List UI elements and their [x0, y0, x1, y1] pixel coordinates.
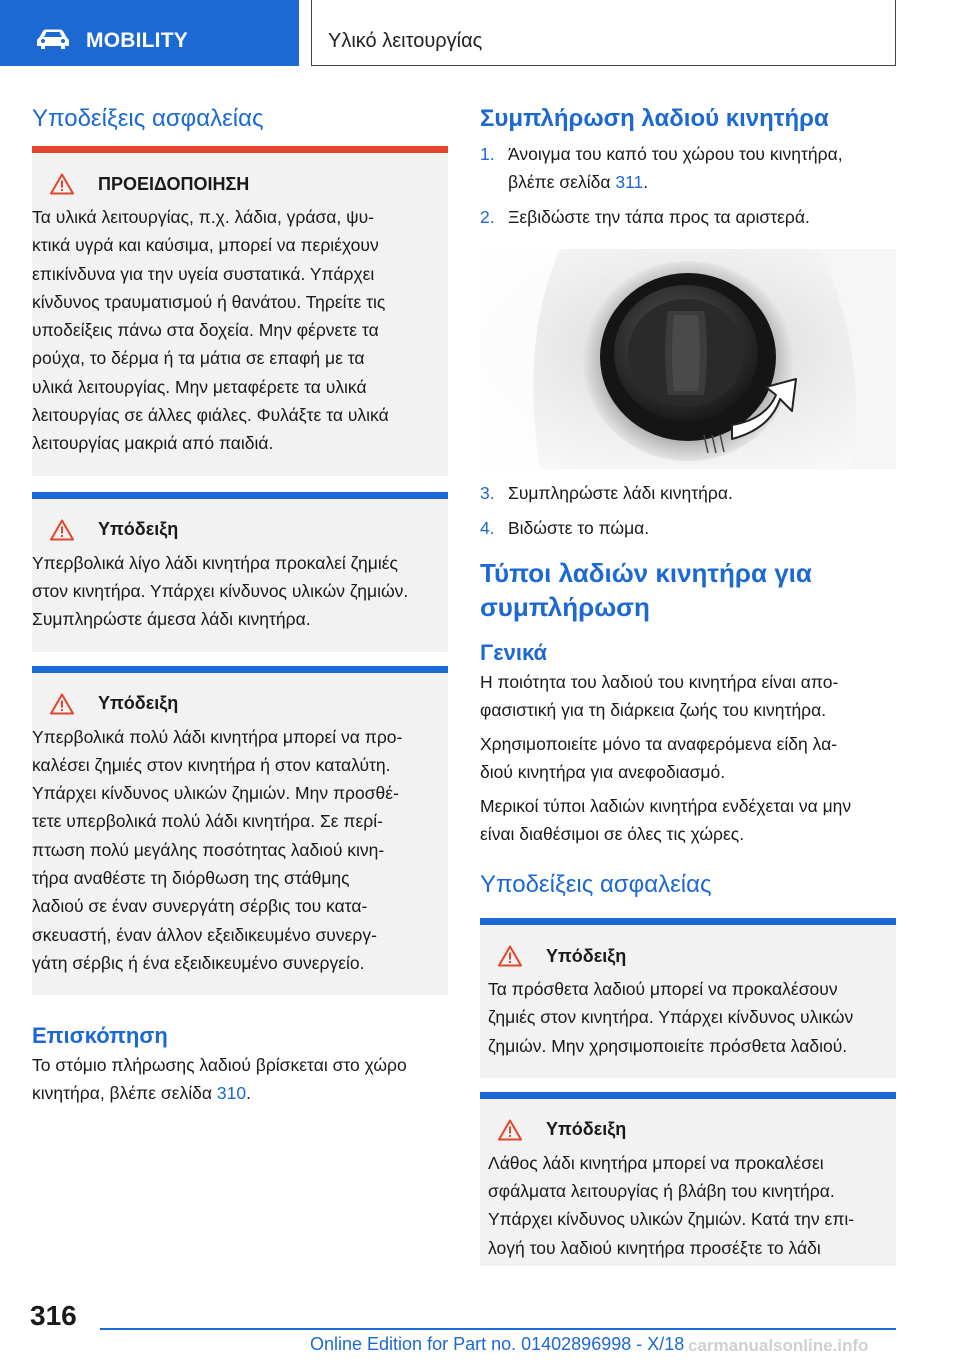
- text-line: Λάθος λάδι κινητήρα μπορεί να προκαλέσει: [488, 1152, 824, 1173]
- notice-box: [480, 1092, 896, 1266]
- step-number: 2.: [480, 207, 495, 227]
- list-item: [480, 203, 896, 231]
- text-line: Η ποιότητα του λαδιού του κινητήρα είναι απο-: [480, 672, 839, 692]
- warning-triangle-icon: [498, 1119, 522, 1141]
- notice-box: [480, 918, 896, 1078]
- safety-heading-2: Υποδείξεις ασφαλείας: [480, 871, 712, 898]
- text-line: φασιστική για τη διάρκεια ζωής του κινητήρα.: [480, 700, 827, 720]
- warning-triangle-icon: [50, 693, 74, 715]
- step-number: 4.: [480, 518, 495, 538]
- text-line: λαδιού σε έναν συνεργάτη σέρβις του κατα-: [32, 896, 368, 917]
- general-paragraph: [480, 792, 896, 848]
- text-line: γάτη σέρβις ή ένα εξειδικευμένο συνεργείο.: [32, 952, 365, 973]
- notice-title: Υπόδειξη: [546, 1119, 627, 1140]
- notice-title-row: [480, 941, 896, 971]
- header-section-box: [311, 0, 896, 66]
- text-line: κτικά υγρά και καύσιμα, μπορεί να περιέχουν: [32, 235, 379, 256]
- step-text: Άνοιγμα του καπό του χώρου του κινητήρα,: [508, 144, 843, 164]
- fill-oil-heading: Συμπλήρωση λαδιού κινητήρα: [480, 105, 829, 132]
- text-line: ζημιών. Μην χρησιμοποιείτε πρόσθετα λαδιού.: [488, 1035, 848, 1056]
- text-line: Χρησιμοποιείτε μόνο τα αναφερόμενα είδη λα-: [480, 734, 838, 754]
- text-line: καλέσει ζημιές στον κινητήρα ή στον καταλύτη.: [32, 754, 391, 775]
- right-column: [480, 100, 896, 1266]
- overview-heading: Επισκόπηση: [32, 1023, 168, 1049]
- text-line: λειτουργίας μακριά από παιδιά.: [32, 433, 274, 454]
- text-line: Το στόμιο πλήρωσης λαδιού βρίσκεται στο χώρο: [32, 1055, 407, 1076]
- text-punct: .: [643, 172, 649, 192]
- step-number: 1.: [480, 144, 495, 164]
- notice-title-row: [32, 515, 448, 545]
- warning-triangle-icon: [498, 945, 522, 967]
- text-line: λειτουργίας σε άλλες φιάλες. Φυλάξτε τα υλικά: [32, 405, 389, 426]
- text-line: τήρα αναθέστε τη διόρθωση της στάθμης: [32, 868, 350, 889]
- warning-box: [32, 146, 448, 476]
- oil-types-heading: [480, 556, 896, 624]
- notice-title-row: [32, 689, 448, 719]
- text-line: επικίνδυνα για την υγεία συστατικά. Υπάρχει: [32, 263, 375, 284]
- warning-triangle-icon: [50, 519, 74, 541]
- safety-heading: Υποδείξεις ασφαλείας: [32, 105, 264, 132]
- text-line: σκευαστή, έναν άλλον εξειδικευμένο συνεργ-: [32, 924, 377, 945]
- text-line: Υπάρχει κίνδυνος υλικών ζημιών. Κατά την επι-: [488, 1209, 855, 1230]
- text-punct: .: [246, 1083, 251, 1104]
- text-line: κινητήρα, βλέπε σελίδα: [32, 1083, 217, 1104]
- oil-cap-photo: [480, 249, 896, 469]
- text-line: διού κινητήρα για ανεφοδιασμό.: [480, 762, 726, 782]
- notice-title: Υπόδειξη: [98, 519, 179, 540]
- section-title: Υλικό λειτουργίας: [328, 30, 483, 52]
- text-line: σφάλματα λειτουργίας ή βλάβη του κινητήρα.: [488, 1181, 835, 1202]
- text-line: ζημιές στον κινητήρα. Υπάρχει κίνδυνος υλικών: [488, 1007, 854, 1028]
- text-line: Συμπληρώστε άμεσα λάδι κινητήρα.: [32, 609, 311, 630]
- heading-line: Τύποι λαδιών κινητήρα για: [480, 558, 812, 588]
- notice-title-row: [480, 1115, 896, 1145]
- step-text: Βιδώστε το πώμα.: [508, 518, 650, 538]
- list-item: [480, 479, 896, 507]
- text-line: Τα υλικά λειτουργίας, π.χ. λάδια, γράσα, ψυ-: [32, 207, 375, 227]
- text-line: ρούχα, το δέρμα ή τα μάτια σε επαφή με τα: [32, 348, 365, 369]
- step-text: Συμπληρώστε λάδι κινητήρα.: [508, 483, 733, 503]
- step-text: Ξεβιδώστε την τάπα προς τα αριστερά.: [508, 207, 810, 227]
- text-line: υποδείξεις πάνω στα δοχεία. Μην φέρνετε τα: [32, 320, 379, 341]
- text-line: λογή του λαδιού κινητήρα προσέξτε το λάδι: [488, 1237, 821, 1258]
- list-item: [480, 514, 896, 542]
- header-tab-label: MOBILITY: [86, 29, 188, 52]
- left-column: [32, 100, 448, 1107]
- overview-text: [32, 1051, 448, 1107]
- text-line: Τα πρόσθετα λαδιού μπορεί να προκαλέσουν: [488, 979, 838, 999]
- watermark: carmanualsonline.info: [688, 1336, 869, 1355]
- heading-line: συμπλήρωση: [480, 592, 650, 622]
- general-paragraph: [480, 668, 896, 724]
- text-line: είναι διαθέσιμοι σε όλες τις χώρες.: [480, 824, 745, 844]
- text-line: Μερικοί τύποι λαδιών κινητήρα ενδέχεται να μην: [480, 796, 852, 816]
- warning-triangle-icon: [50, 173, 74, 195]
- notice-text: [32, 545, 448, 634]
- header-tab[interactable]: [0, 0, 299, 66]
- warning-title: ΠΡΟΕΙΔΟΠΟΙΗΣΗ: [98, 173, 250, 194]
- text-line: τετε υπερβολικά πολύ λάδι κινητήρα. Σε περί-: [32, 811, 383, 832]
- steps-list-continued: [480, 479, 896, 542]
- warning-text: [32, 199, 448, 458]
- car-icon: [36, 28, 70, 50]
- step-number: 3.: [480, 483, 495, 503]
- text-line: πτωση πολύ μεγάλης ποσότητας λαδιού κινη-: [32, 839, 385, 860]
- page-link-311[interactable]: 311: [615, 172, 644, 192]
- notice-text: [32, 719, 448, 978]
- step-text: βλέπε σελίδα: [508, 172, 616, 192]
- edition-note: Online Edition for Part no. 01402896998 - X/18: [310, 1334, 685, 1354]
- text-line: Υπερβολικά πολύ λάδι κινητήρα μπορεί να προ-: [32, 726, 403, 747]
- warning-title-row: [32, 169, 448, 199]
- text-line: υλικά λειτουργίας. Μην μεταφέρετε τα υλικά: [32, 376, 367, 397]
- notice-text: [480, 1145, 896, 1262]
- text-line: στον κινητήρα. Υπάρχει κίνδυνος υλικών ζημιών.: [32, 580, 409, 601]
- notice-box: [32, 666, 448, 996]
- steps-list: [480, 140, 896, 231]
- notice-title: Υπόδειξη: [98, 693, 179, 714]
- text-line: κίνδυνος τραυματισμού ή θανάτου. Τηρείτε τις: [32, 291, 386, 312]
- list-item: [480, 140, 896, 196]
- page-link-310[interactable]: 310: [216, 1083, 247, 1104]
- notice-title: Υπόδειξη: [546, 945, 627, 966]
- general-heading: Γενικά: [480, 640, 548, 665]
- page-number: 316: [30, 1300, 77, 1331]
- oil-cap-illustration: [480, 249, 896, 469]
- footer-divider: [100, 1328, 896, 1330]
- text-line: Υπερβολικά λίγο λάδι κινητήρα προκαλεί ζημιές: [32, 552, 398, 573]
- notice-text: [480, 971, 896, 1060]
- general-paragraph: [480, 730, 896, 786]
- notice-box: [32, 492, 448, 652]
- text-line: Υπάρχει κίνδυνος υλικών ζημιών. Μην προσθέ-: [32, 783, 399, 804]
